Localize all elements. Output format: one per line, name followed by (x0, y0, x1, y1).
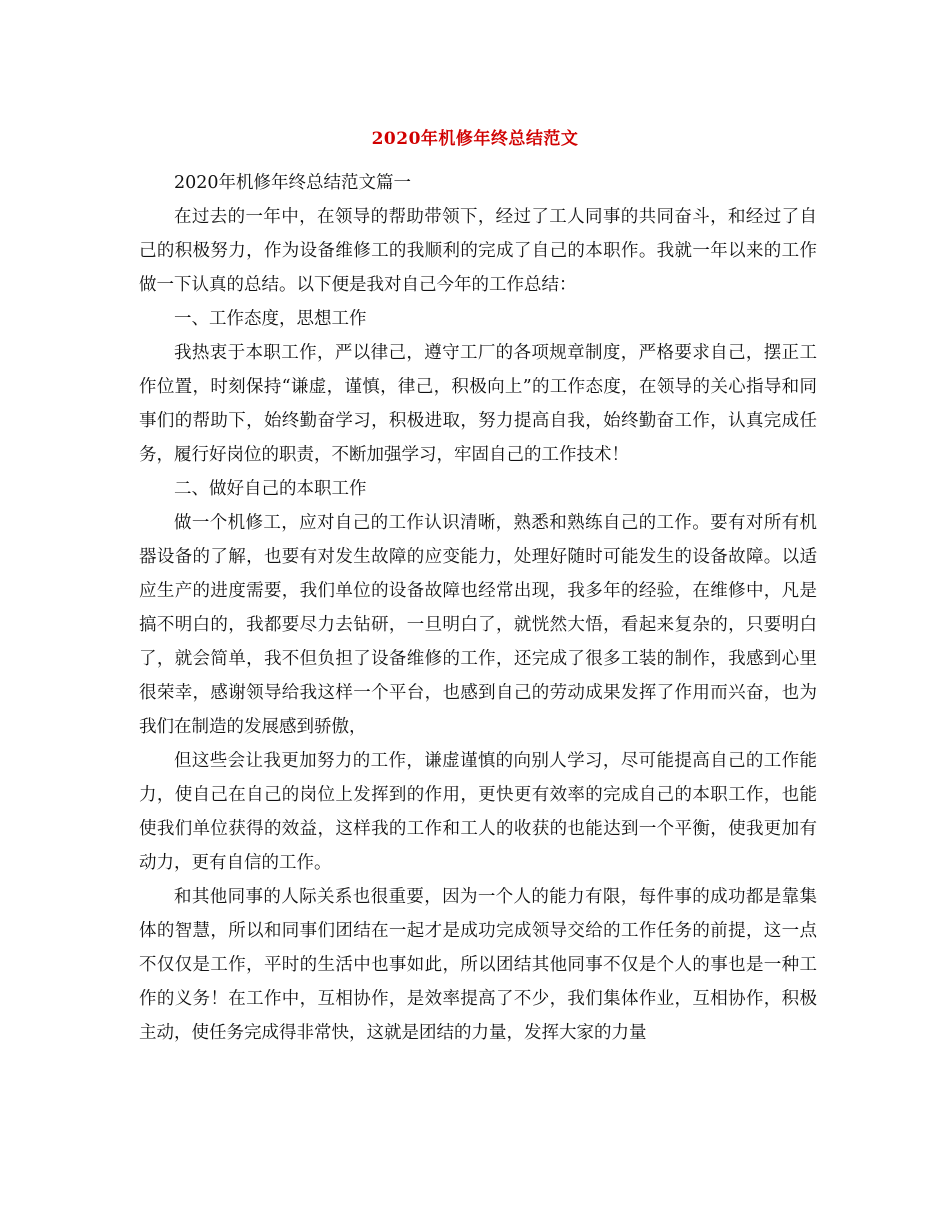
section-heading-work-attitude: 一、工作态度，思想工作 (174, 309, 367, 329)
document-title: 2020年机修年终总结范文 (371, 129, 579, 149)
paragraph-teamwork: 和其他同事的人际关系也很重要，因为一个人的能力有限，每件事的成功都是靠集体的智慧，所以和同事们团结在一起才是成功完成领导交给的工作任务的前提，这一点不仅仅是工作，平时的生活中也事如此，所以团结其他同事不仅是个人的事也是一种工作的义务！在工作中，互相协作，是效率提高了不少，我们集体作业，互相协作，积极主动，使任务完成得非常快，这就是团结的力量，发挥大家的力量 (139, 887, 817, 1043)
section-heading-duties: 二、做好自己的本职工作 (174, 479, 367, 499)
paragraph-intro: 在过去的一年中，在领导的帮助带领下，经过了工人同事的共同奋斗，和经过了自己的积极努力，作为设备维修工的我顺利的完成了自己的本职作。我就一年以来的工作做一下认真的总结。以下便是我对自己今年的工作总结： (139, 207, 817, 295)
paragraph-duties: 做一个机修工，应对自己的工作认识清晰，熟悉和熟练自己的工作。要有对所有机器设备的了解，也要有对发生故障的应变能力，处理好随时可能发生的设备故障。以适应生产的进度需要，我们单位的设备故障也经常出现，我多年的经验，在维修中，凡是搞不明白的，我都要尽力去钻研，一旦明白了，就恍然大悟，看起来复杂的，只要明白了，就会简单，我不但负担了设备维修的工作，还完成了很多工装的制作，我感到心里很荣幸，感谢领导给我这样一个平台，也感到自己的劳动成果发挥了作用而兴奋，也为我们在制造的发展感到骄傲， (139, 513, 817, 737)
paragraph-effort: 但这些会让我更加努力的工作，谦虚谨慎的向别人学习，尽可能提高自己的工作能力，使自己在自己的岗位上发挥到的作用，更快更有效率的完成自己的本职工作，也能使我们单位获得的效益，这样我的工作和工人的收获的也能达到一个平衡，使我更加有动力，更有自信的工作。 (139, 751, 817, 873)
document-body (139, 166, 817, 1050)
section-heading-part-one: 2020年机修年终总结范文篇一 (174, 173, 412, 193)
paragraph-work-attitude: 我热衷于本职工作，严以律己，遵守工厂的各项规章制度，严格要求自己，摆正工作位置，时刻保持“谦虚，谨慎，律己，积极向上”的工作态度，在领导的关心指导和同事们的帮助下，始终勤奋学习，积极进取，努力提高自我，始终勤奋工作，认真完成任务，履行好岗位的职责，不断加强学习，牢固自己的工作技术！ (139, 343, 817, 465)
